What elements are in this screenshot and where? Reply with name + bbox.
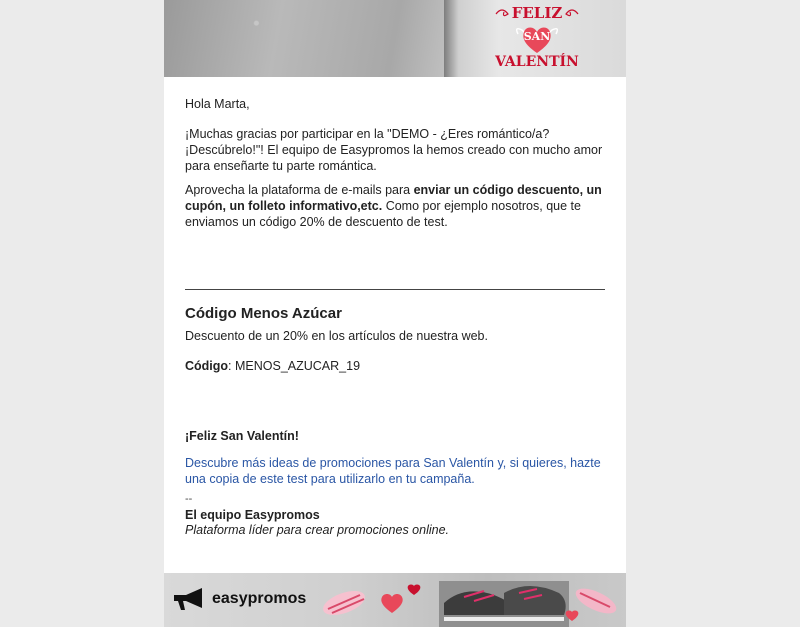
heart-icon <box>381 594 402 613</box>
signature-separator: -- <box>185 493 193 505</box>
coupon-code <box>185 359 360 373</box>
signature-tagline: Plataforma líder para crear promociones online. <box>185 523 450 537</box>
megaphone-icon <box>172 586 208 612</box>
sneakers-icon <box>439 581 569 627</box>
coupon-code-label: Código <box>185 359 229 373</box>
coupon-code-value: : MENOS_AZUCAR_19 <box>228 359 361 373</box>
section-divider <box>185 289 605 290</box>
coupon-description: Descuento de un 20% en los artículos de nuestra web. <box>185 329 488 343</box>
coupon-title: Código Menos Azúcar <box>185 305 342 322</box>
candy-decoration <box>314 573 626 627</box>
footer-banner <box>164 573 626 627</box>
header-banner <box>164 0 626 77</box>
logo-bottom-text: VALENTÍN <box>495 54 579 70</box>
candy-icon <box>320 586 368 620</box>
greeting-text: Hola Marta, <box>185 97 250 111</box>
platform-prefix: Aprovecha la plataforma de e-mails para <box>185 183 414 197</box>
email-container <box>164 0 626 627</box>
logo-top-text: FELIZ <box>511 4 563 22</box>
platform-suffix: Como por ejemplo nosotros, que te enviamos un código 20% de descuento de test. <box>185 199 581 229</box>
closing-greeting: ¡Feliz San Valentín! <box>185 429 299 443</box>
promo-ideas-link[interactable]: Descubre más ideas de promociones para San Valentín y, si quieres, hazte una copia de este test para utilizarlo en tu campaña. <box>185 456 601 486</box>
signature-team: El equipo Easypromos <box>185 508 320 522</box>
platform-bold-text: enviar un código descuento, un cupón, un folleto informativo,etc. <box>185 183 602 213</box>
platform-paragraph <box>185 182 609 230</box>
logo-middle-text: SAN <box>523 30 551 43</box>
san-valentin-logo <box>494 4 580 74</box>
brand-logo-text: easypromos <box>212 590 307 607</box>
thanks-paragraph: ¡Muchas gracias por participar en la "DEMO - ¿Eres romántico/a? ¡Descúbrelo!"! El equipo de Easypromos la hemos creado con mucho amor para enseñarte tu parte romántica. <box>185 127 603 173</box>
candy-icon <box>572 584 619 619</box>
heart-icon <box>408 585 421 596</box>
